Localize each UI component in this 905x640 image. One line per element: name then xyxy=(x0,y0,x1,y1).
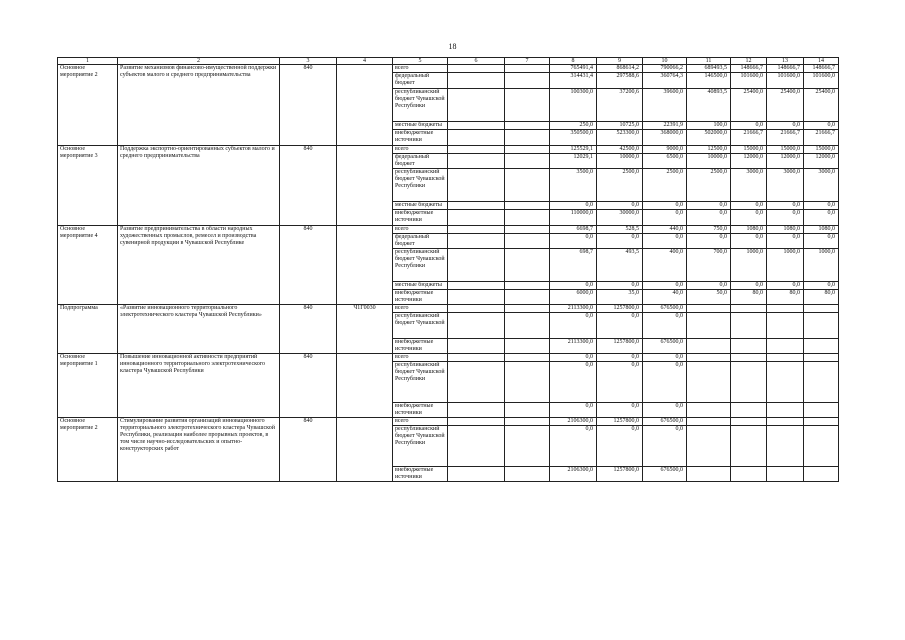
program-description-cell: «Развитие инновационного территориального электротехнического кластера Чувашской Республики» xyxy=(118,305,280,354)
table-row xyxy=(58,146,839,154)
amount-cell xyxy=(687,362,731,403)
amount-cell: 39600,0 xyxy=(643,89,687,122)
grbs-code-cell: 840 xyxy=(280,418,337,482)
column-number-header: 3 xyxy=(280,58,337,65)
funding-source-cell: внебюджетные источники xyxy=(393,467,448,482)
empty-cell xyxy=(448,282,505,290)
empty-cell xyxy=(448,403,505,418)
grbs-code-cell: 840 xyxy=(280,146,337,226)
amount-cell: 10000,0 xyxy=(687,154,731,169)
empty-cell xyxy=(448,65,505,73)
amount-cell xyxy=(731,305,767,313)
amount-cell: 297588,6 xyxy=(597,73,643,89)
amount-cell: 790066,2 xyxy=(643,65,687,73)
amount-cell: 0,0 xyxy=(550,403,597,418)
amount-cell xyxy=(731,418,767,426)
amount-cell xyxy=(767,426,804,467)
amount-cell: 1000,0 xyxy=(804,249,839,282)
amount-cell: 698,7 xyxy=(550,249,597,282)
amount-cell: 148666,7 xyxy=(767,65,804,73)
amount-cell xyxy=(804,305,839,313)
amount-cell: 2500,0 xyxy=(687,169,731,202)
amount-cell: 350500,0 xyxy=(550,130,597,146)
amount-cell xyxy=(687,339,731,354)
amount-cell: 148666,7 xyxy=(804,65,839,73)
program-name-cell: Основное мероприятие 4 xyxy=(58,226,118,305)
amount-cell: 0,0 xyxy=(597,362,643,403)
amount-cell: 12500,0 xyxy=(687,146,731,154)
program-name-cell: Основное мероприятие 2 xyxy=(58,65,118,146)
empty-cell xyxy=(448,154,505,169)
empty-cell xyxy=(448,426,505,467)
program-description-cell: Развитие предпринимательства в области народных художественных промыслов, ремесел и производства сувенирной продукции в Чувашской Республике xyxy=(118,226,280,305)
empty-cell xyxy=(505,146,550,154)
amount-cell: 2113300,0 xyxy=(550,305,597,313)
amount-cell xyxy=(804,418,839,426)
amount-cell: 440,0 xyxy=(643,226,687,234)
amount-cell: 146500,0 xyxy=(687,73,731,89)
amount-cell xyxy=(767,467,804,482)
empty-cell xyxy=(505,249,550,282)
amount-cell: 37200,6 xyxy=(597,89,643,122)
amount-cell xyxy=(687,313,731,339)
column-number-header: 9 xyxy=(597,58,643,65)
amount-cell: 0,0 xyxy=(804,202,839,210)
amount-cell: 21666,7 xyxy=(804,130,839,146)
empty-cell xyxy=(505,354,550,362)
amount-cell xyxy=(731,313,767,339)
amount-cell: 0,0 xyxy=(643,354,687,362)
amount-cell: 360764,3 xyxy=(643,73,687,89)
amount-cell: 101600,0 xyxy=(731,73,767,89)
amount-cell: 80,0 xyxy=(767,290,804,305)
amount-cell: 25400,0 xyxy=(804,89,839,122)
amount-cell xyxy=(687,305,731,313)
amount-cell: 12000,0 xyxy=(731,154,767,169)
amount-cell: 0,0 xyxy=(767,282,804,290)
empty-cell xyxy=(448,339,505,354)
amount-cell xyxy=(731,362,767,403)
empty-cell xyxy=(505,403,550,418)
program-description-cell: Стимулирование развития организаций инновационного территориального электротехнического кластера Чувашской Республики, реализация наиболее прорывных проектов, в том числе научно-исследовательских и опытно-конструкторских работ xyxy=(118,418,280,482)
empty-cell xyxy=(505,290,550,305)
program-name-cell: Подпрограмма xyxy=(58,305,118,354)
amount-cell: 868614,2 xyxy=(597,65,643,73)
amount-cell xyxy=(804,362,839,403)
empty-cell xyxy=(448,234,505,249)
amount-cell: 0,0 xyxy=(550,313,597,339)
empty-cell xyxy=(505,65,550,73)
amount-cell: 10000,0 xyxy=(597,154,643,169)
amount-cell: 3000,0 xyxy=(767,169,804,202)
funding-source-cell: федеральный бюджет xyxy=(393,73,448,89)
amount-cell: 40893,5 xyxy=(687,89,731,122)
column-number-header: 5 xyxy=(393,58,448,65)
grbs-code-cell: 840 xyxy=(280,65,337,146)
amount-cell xyxy=(731,426,767,467)
amount-cell xyxy=(731,403,767,418)
amount-cell xyxy=(687,403,731,418)
amount-cell: 676500,0 xyxy=(643,305,687,313)
amount-cell: 35,0 xyxy=(597,290,643,305)
funding-source-cell: внебюджетные источники xyxy=(393,339,448,354)
column-number-header: 8 xyxy=(550,58,597,65)
amount-cell: 1257800,0 xyxy=(597,467,643,482)
amount-cell: 493,5 xyxy=(597,249,643,282)
amount-cell xyxy=(767,313,804,339)
amount-cell: 0,0 xyxy=(597,426,643,467)
target-article-code-cell xyxy=(337,65,393,146)
funding-source-cell: местные бюджеты xyxy=(393,282,448,290)
column-number-header: 4 xyxy=(337,58,393,65)
table-body xyxy=(58,58,839,482)
amount-cell: 400,0 xyxy=(643,249,687,282)
column-number-header: 2 xyxy=(118,58,280,65)
amount-cell xyxy=(767,418,804,426)
amount-cell: 0,0 xyxy=(731,122,767,130)
amount-cell: 100,0 xyxy=(687,122,731,130)
amount-cell: 125529,1 xyxy=(550,146,597,154)
amount-cell xyxy=(804,339,839,354)
funding-source-cell: местные бюджеты xyxy=(393,122,448,130)
amount-cell: 15000,0 xyxy=(804,146,839,154)
amount-cell: 15000,0 xyxy=(731,146,767,154)
amount-cell: 12000,0 xyxy=(767,154,804,169)
funding-source-cell: республиканский бюджет Чувашской Республики xyxy=(393,426,448,467)
amount-cell: 676500,0 xyxy=(643,467,687,482)
amount-cell: 101600,0 xyxy=(767,73,804,89)
amount-cell: 0,0 xyxy=(687,202,731,210)
amount-cell: 25400,0 xyxy=(731,89,767,122)
amount-cell xyxy=(767,354,804,362)
empty-cell xyxy=(448,146,505,154)
amount-cell: 15000,0 xyxy=(767,146,804,154)
funding-source-cell: местные бюджеты xyxy=(393,202,448,210)
empty-cell xyxy=(448,202,505,210)
amount-cell: 0,0 xyxy=(643,426,687,467)
empty-cell xyxy=(448,122,505,130)
amount-cell: 765491,4 xyxy=(550,65,597,73)
empty-cell xyxy=(505,169,550,202)
amount-cell: 0,0 xyxy=(643,202,687,210)
amount-cell: 6000,0 xyxy=(550,290,597,305)
amount-cell xyxy=(804,313,839,339)
amount-cell: 9000,0 xyxy=(643,146,687,154)
target-article-code-cell xyxy=(337,226,393,305)
target-article-code-cell xyxy=(337,146,393,226)
amount-cell xyxy=(767,305,804,313)
funding-source-cell: внебюджетные источники xyxy=(393,290,448,305)
amount-cell: 0,0 xyxy=(643,234,687,249)
column-number-header: 1 xyxy=(58,58,118,65)
table-row xyxy=(58,354,839,362)
funding-source-cell: республиканский бюджет Чувашской Республики xyxy=(393,169,448,202)
funding-source-cell: всего xyxy=(393,354,448,362)
amount-cell: 110000,0 xyxy=(550,210,597,226)
amount-cell xyxy=(767,339,804,354)
amount-cell: 523300,0 xyxy=(597,130,643,146)
grbs-code-cell: 840 xyxy=(280,354,337,418)
funding-source-cell: республиканский бюджет Чувашской xyxy=(393,313,448,339)
program-description-cell: Поддержка экспортно-ориентированных субъектов малого и среднего предпринимательства xyxy=(118,146,280,226)
table-row xyxy=(58,418,839,426)
amount-cell: 10725,0 xyxy=(597,122,643,130)
amount-cell: 0,0 xyxy=(687,282,731,290)
amount-cell: 50,0 xyxy=(687,290,731,305)
amount-cell: 22391,9 xyxy=(643,122,687,130)
funding-source-cell: всего xyxy=(393,305,448,313)
amount-cell: 368000,0 xyxy=(643,130,687,146)
amount-cell: 1000,0 xyxy=(767,249,804,282)
amount-cell: 0,0 xyxy=(550,426,597,467)
amount-cell xyxy=(687,418,731,426)
empty-cell xyxy=(448,354,505,362)
amount-cell xyxy=(687,426,731,467)
amount-cell: 0,0 xyxy=(804,122,839,130)
target-article-code-cell: Ч1Г0030 xyxy=(337,305,393,354)
funding-source-cell: республиканский бюджет Чувашской Республики xyxy=(393,89,448,122)
target-article-code-cell xyxy=(337,418,393,482)
amount-cell: 750,0 xyxy=(687,226,731,234)
amount-cell: 80,0 xyxy=(731,290,767,305)
amount-cell: 40,0 xyxy=(643,290,687,305)
column-number-header: 10 xyxy=(643,58,687,65)
empty-cell xyxy=(448,226,505,234)
empty-cell xyxy=(505,305,550,313)
amount-cell: 0,0 xyxy=(731,202,767,210)
amount-cell: 2113300,0 xyxy=(550,339,597,354)
amount-cell: 0,0 xyxy=(550,362,597,403)
empty-cell xyxy=(448,169,505,202)
empty-cell xyxy=(505,282,550,290)
empty-cell xyxy=(505,202,550,210)
funding-source-cell: всего xyxy=(393,418,448,426)
amount-cell: 21666,7 xyxy=(731,130,767,146)
funding-source-cell: республиканский бюджет Чувашской Республики xyxy=(393,249,448,282)
funding-source-cell: республиканский бюджет Чувашской Республики xyxy=(393,362,448,403)
amount-cell: 42500,0 xyxy=(597,146,643,154)
program-name-cell: Основное мероприятие 3 xyxy=(58,146,118,226)
amount-cell: 676500,0 xyxy=(643,339,687,354)
amount-cell: 0,0 xyxy=(597,282,643,290)
amount-cell xyxy=(804,354,839,362)
amount-cell xyxy=(804,426,839,467)
column-number-header-row xyxy=(58,58,839,65)
amount-cell: 0,0 xyxy=(597,403,643,418)
amount-cell: 30000,0 xyxy=(597,210,643,226)
empty-cell xyxy=(448,210,505,226)
amount-cell: 101600,0 xyxy=(804,73,839,89)
column-number-header: 11 xyxy=(687,58,731,65)
column-number-header: 14 xyxy=(804,58,839,65)
amount-cell: 0,0 xyxy=(687,234,731,249)
amount-cell: 0,0 xyxy=(643,282,687,290)
amount-cell xyxy=(804,467,839,482)
empty-cell xyxy=(448,89,505,122)
program-name-cell: Основное мероприятие 2 xyxy=(58,418,118,482)
amount-cell: 12000,0 xyxy=(804,154,839,169)
empty-cell xyxy=(505,226,550,234)
amount-cell xyxy=(804,403,839,418)
amount-cell: 0,0 xyxy=(597,202,643,210)
column-number-header: 13 xyxy=(767,58,804,65)
budget-table xyxy=(57,57,839,482)
empty-cell xyxy=(505,154,550,169)
target-article-code-cell xyxy=(337,354,393,418)
empty-cell xyxy=(448,249,505,282)
grbs-code-cell: 840 xyxy=(280,305,337,354)
amount-cell: 250,0 xyxy=(550,122,597,130)
amount-cell: 1000,0 xyxy=(731,249,767,282)
amount-cell: 0,0 xyxy=(597,354,643,362)
amount-cell: 0,0 xyxy=(731,282,767,290)
amount-cell: 6698,7 xyxy=(550,226,597,234)
amount-cell: 502000,0 xyxy=(687,130,731,146)
amount-cell: 21666,7 xyxy=(767,130,804,146)
amount-cell: 3500,0 xyxy=(550,169,597,202)
empty-cell xyxy=(448,305,505,313)
amount-cell: 0,0 xyxy=(597,234,643,249)
amount-cell xyxy=(767,362,804,403)
amount-cell: 2106300,0 xyxy=(550,467,597,482)
empty-cell xyxy=(448,73,505,89)
funding-source-cell: внебюджетные источники xyxy=(393,210,448,226)
amount-cell xyxy=(767,403,804,418)
empty-cell xyxy=(505,130,550,146)
amount-cell: 2106300,0 xyxy=(550,418,597,426)
amount-cell: 0,0 xyxy=(597,313,643,339)
amount-cell: 2500,0 xyxy=(643,169,687,202)
amount-cell: 0,0 xyxy=(643,313,687,339)
program-description-cell: Повышение инновационной активности предприятий инновационного территориального электротехнического кластера Чувашской Республики xyxy=(118,354,280,418)
amount-cell: 1257800,0 xyxy=(597,339,643,354)
empty-cell xyxy=(505,418,550,426)
amount-cell xyxy=(687,354,731,362)
program-name-cell: Основное мероприятие 1 xyxy=(58,354,118,418)
page-number: 18 xyxy=(448,42,457,51)
amount-cell: 0,0 xyxy=(687,210,731,226)
amount-cell: 80,0 xyxy=(804,290,839,305)
amount-cell: 3000,0 xyxy=(731,169,767,202)
amount-cell: 25400,0 xyxy=(767,89,804,122)
amount-cell: 1257800,0 xyxy=(597,418,643,426)
amount-cell: 689493,5 xyxy=(687,65,731,73)
empty-cell xyxy=(448,362,505,403)
empty-cell xyxy=(505,339,550,354)
table-row xyxy=(58,305,839,313)
amount-cell: 0,0 xyxy=(643,403,687,418)
column-number-header: 7 xyxy=(505,58,550,65)
amount-cell: 6500,0 xyxy=(643,154,687,169)
amount-cell xyxy=(731,467,767,482)
amount-cell: 0,0 xyxy=(643,210,687,226)
funding-source-cell: всего xyxy=(393,146,448,154)
amount-cell: 0,0 xyxy=(767,210,804,226)
empty-cell xyxy=(505,210,550,226)
amount-cell: 0,0 xyxy=(767,122,804,130)
amount-cell: 0,0 xyxy=(550,234,597,249)
funding-source-cell: всего xyxy=(393,226,448,234)
funding-source-cell: федеральный бюджет xyxy=(393,234,448,249)
amount-cell: 0,0 xyxy=(731,210,767,226)
amount-cell: 0,0 xyxy=(767,234,804,249)
amount-cell xyxy=(731,339,767,354)
empty-cell xyxy=(505,89,550,122)
funding-source-cell: внебюджетные источники xyxy=(393,130,448,146)
empty-cell xyxy=(505,313,550,339)
amount-cell: 2500,0 xyxy=(597,169,643,202)
amount-cell: 0,0 xyxy=(643,362,687,403)
amount-cell: 700,0 xyxy=(687,249,731,282)
column-number-header: 6 xyxy=(448,58,505,65)
amount-cell: 0,0 xyxy=(550,282,597,290)
amount-cell: 0,0 xyxy=(804,282,839,290)
amount-cell: 0,0 xyxy=(804,234,839,249)
amount-cell: 12029,1 xyxy=(550,154,597,169)
amount-cell: 1080,0 xyxy=(731,226,767,234)
empty-cell xyxy=(505,234,550,249)
empty-cell xyxy=(505,362,550,403)
funding-source-cell: федеральный бюджет xyxy=(393,154,448,169)
empty-cell xyxy=(505,467,550,482)
amount-cell: 0,0 xyxy=(550,202,597,210)
table-row xyxy=(58,65,839,73)
table-row xyxy=(58,226,839,234)
amount-cell: 100300,0 xyxy=(550,89,597,122)
empty-cell xyxy=(505,73,550,89)
amount-cell: 528,5 xyxy=(597,226,643,234)
amount-cell: 3000,0 xyxy=(804,169,839,202)
amount-cell: 1080,0 xyxy=(767,226,804,234)
empty-cell xyxy=(448,418,505,426)
amount-cell xyxy=(731,354,767,362)
amount-cell: 0,0 xyxy=(804,210,839,226)
amount-cell: 0,0 xyxy=(550,354,597,362)
empty-cell xyxy=(505,122,550,130)
funding-source-cell: внебюджетные источники xyxy=(393,403,448,418)
amount-cell: 0,0 xyxy=(767,202,804,210)
amount-cell: 0,0 xyxy=(731,234,767,249)
amount-cell: 1080,0 xyxy=(804,226,839,234)
funding-source-cell: всего xyxy=(393,65,448,73)
column-number-header: 12 xyxy=(731,58,767,65)
empty-cell xyxy=(448,313,505,339)
empty-cell xyxy=(448,130,505,146)
amount-cell: 314431,4 xyxy=(550,73,597,89)
amount-cell xyxy=(687,467,731,482)
empty-cell xyxy=(448,467,505,482)
grbs-code-cell: 840 xyxy=(280,226,337,305)
amount-cell: 148666,7 xyxy=(731,65,767,73)
amount-cell: 676500,0 xyxy=(643,418,687,426)
empty-cell xyxy=(448,290,505,305)
empty-cell xyxy=(505,426,550,467)
amount-cell: 1257800,0 xyxy=(597,305,643,313)
program-description-cell: Развитие механизмов финансово-имущественной поддержки субъектов малого и среднего предпринимательства xyxy=(118,65,280,146)
